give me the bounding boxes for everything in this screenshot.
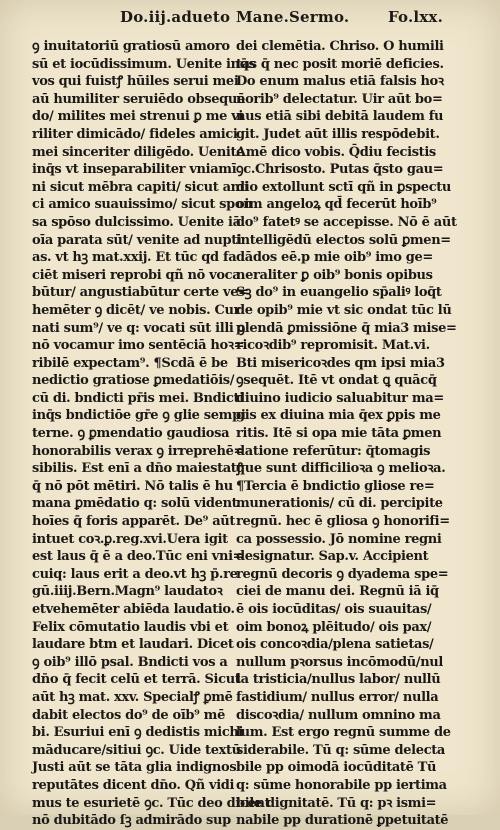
text-line: norib⁹ delectatur. Uir aūt bo= — [236, 91, 443, 107]
text-line: nati sum⁹/ ve q: vocati sūt illi ꝯ — [32, 320, 245, 336]
text-line: Felix cōmutatio laudis vbi et — [32, 619, 229, 635]
text-line: honorabilis verax ꝯ irreprehē= — [32, 443, 245, 459]
text-line: munerationis/ cū di. percipite — [236, 496, 443, 512]
text-line: reputātes dicent dn̄o. Qñ vidi — [32, 777, 235, 793]
text-line: riliter dimicādo/ fideles amici — [32, 126, 238, 142]
text-line: Bti misericoꝛdes qm ipsi mia3 — [236, 355, 445, 371]
text-line: diuino iudicio saluabitur ma= — [236, 390, 444, 406]
text-line: oim bonoꝝ plēitudo/ ois pax/ — [236, 619, 432, 635]
text-line: sa spōso dulcissimo. Uenite iā — [32, 214, 241, 230]
text-line: bile pp oimodā iocūditatē Tū — [236, 760, 437, 776]
text-line: que sunt difficilioꝛa ꝯ melioꝛa. — [236, 461, 446, 477]
text-line: dn̄o q̄ fecit celū et terrā. Sicut — [32, 672, 241, 688]
text-line: cuiq: laus erit a deo.vt hꝫ p̄.re — [32, 566, 238, 582]
text-line: dādos eē.p mie oib⁹ imo ge= — [236, 250, 433, 266]
text-line: terne. ꝯ ꝑmendatio gaudiosa — [32, 426, 230, 442]
text-line: bile dignitatē. Tū q: pꝛ ismi= — [236, 795, 437, 811]
text-line: būtur/ angustiabūtur certe ve= — [32, 285, 249, 301]
text-line: designatur. Sap.v. Accipient — [236, 549, 429, 565]
folio-number: Fo.lxx. — [388, 8, 443, 26]
text-line: intuet coꝛ.ꝑ.reg.xvi.Uera igit — [32, 531, 228, 547]
text-line: nō dubitādo ſꝫ admirādo sup — [32, 813, 231, 829]
text-line: laudare btm et laudari. Dicet — [32, 637, 234, 653]
text-line: ritis. Itē si opa mie tāta ꝑmen — [236, 426, 442, 442]
text-line: nabile pp durationē ꝑpetuitatē — [236, 813, 449, 829]
text-line: lum. Est ergo regnū summe de — [236, 725, 451, 741]
text-line: Sꝫ do⁹ in euangelio sp̄aliꝰ loq̄t — [236, 285, 442, 301]
text-line: ꝯ oib⁹ illō psal. Bndicti vos a — [32, 654, 228, 670]
text-line: siderabile. Tū q: sūme delecta — [236, 742, 445, 758]
text-line: nus etiā sibi debitā laudem fu — [236, 109, 444, 125]
text-line: tas q̄ nec posit moriē deficies. — [236, 56, 444, 72]
text-line: dio extollunt sctī qñ in ꝑspectu — [236, 179, 452, 195]
text-line: Do enum malus etiā falsis hoꝛ — [236, 74, 444, 90]
text-line: nullum pꝛorsus incōmodū/nul — [236, 654, 443, 670]
text-line: git. Judet aūt illis respōdebit. — [236, 126, 440, 142]
text-line: ci amico suauissimo/ sicut spon — [32, 197, 253, 213]
text-line: bi. Esuriui enī ꝯ dedistis michi — [32, 725, 244, 741]
text-line: ē ois iocūditas/ ois suauitas/ — [236, 602, 432, 617]
header-middle: Mane.Sermo. — [236, 8, 350, 26]
text-line: nō vocamur imo sentēciā hoꝛ= — [32, 338, 245, 354]
text-line: oīa parata sūt/ venite ad nupti — [32, 232, 242, 248]
text-line: aū humiliter seruiēdo obsequē — [32, 91, 245, 107]
text-line: neraliter ꝑ oib⁹ bonis opibus — [236, 267, 433, 283]
text-line: cū di. bndicti pr̄is mei. Bndicti — [32, 390, 244, 406]
text-line: ꝯc.Chrisosto. Putas q̄sto gau= — [236, 162, 444, 178]
text-line: ciēt miseri reprobi qñ nō voca — [32, 267, 241, 283]
text-line: ois concoꝛdia/plena satietas/ — [236, 637, 434, 653]
text-line: ¶Tercia ē bndictio gliose re= — [236, 478, 435, 494]
text-line: mana ꝑmēdatio q: solū vident — [32, 496, 238, 512]
text-line: ciei de manu dei. Regnū iā iq̄ — [236, 584, 439, 600]
text-line: etvehemēter abiēda laudatio. — [32, 602, 235, 617]
text-line: hoīes q̄ foris apparēt. De⁹ aūt — [32, 514, 236, 530]
text-line: dei clemētia. Chriso. O humili — [236, 39, 444, 54]
text-line: vos qui fuistꝭ hūiles serui mei — [32, 74, 239, 90]
running-header — [0, 8, 500, 36]
text-line: q: sūme honorabile pp iertima — [236, 777, 447, 793]
text-line: hemēter ꝯ dicēt/ ve nobis. Cur — [32, 302, 241, 318]
text-line: ꝯsequēt. Itē vt ondat ꝗ quācq̄ — [236, 373, 437, 389]
text-line: inq̄s bndictiōe gr̄e ꝯ glie sempi — [32, 408, 246, 424]
text-line: plendā ꝑmissiōne q̄ mia3 mise= — [236, 320, 457, 336]
text-line: gū.iiij.Bern.Magn⁹ laudatoꝛ — [32, 584, 223, 600]
text-line: gis ex diuina mia q̄ex ꝑpis me — [236, 408, 441, 424]
text-line: de opib⁹ mie vt sic ondat tūc lū — [236, 302, 452, 318]
text-line: as. vt hꝫ mat.xxij. Et tūc qd fa — [32, 250, 237, 266]
text-line: dabit electos do⁹ de oīb⁹ mē — [32, 707, 226, 723]
text-line: inq̄s vt inseparabiliter vniamī — [32, 162, 237, 178]
text-line: ricoꝛdib⁹ repromisit. Mat.vi. — [236, 338, 430, 354]
text-line: ꝯ inuitatoriū gratiosū amoro — [32, 39, 230, 54]
text-line: discoꝛdia/ nullum omnino ma — [236, 707, 441, 723]
text-line: ni sicut mēbra capiti/ sicut ami — [32, 179, 249, 195]
text-line: ca possessio. Jō nomine regni — [236, 531, 442, 547]
text-line: intelligēdū electos solū ꝑmen= — [236, 232, 451, 248]
right-text-column — [236, 38, 457, 830]
text-line: q̄ nō pōt mētiri. Nō talis ē hu — [32, 478, 233, 494]
text-line: regnū. hec ē gliosa ꝯ honorifi= — [236, 514, 450, 530]
text-line: ribilē expectam⁹. ¶Scdā ē be — [32, 355, 228, 371]
text-line: māducare/sitiui ꝯc. Uide textū — [32, 742, 241, 758]
text-line: nedictio gratiose ꝑmedatiōis/ — [32, 373, 235, 389]
text-line: regnū decoris ꝯ dyadema spe= — [236, 566, 449, 582]
text-line: Justi aūt se tāta glia indignos — [32, 760, 237, 776]
text-line: datione referūtur: q̄tomagis — [236, 443, 431, 459]
text-line: mei sinceriter diligēdo. Uenite — [32, 144, 245, 160]
text-line: la tristicia/nullus labor/ nullū — [236, 672, 441, 688]
text-line: est laus q̄ ē a deo.Tūc eni vni= — [32, 549, 244, 565]
text-line: sū et iocūdissimum. Uenite inq̄s — [32, 56, 256, 72]
text-line: do⁹ fatetꝰ se accepisse. Nō ē aūt — [236, 214, 457, 230]
left-text-column — [32, 38, 271, 830]
text-line: sibilis. Est enī a dn̄o maiestatꝭ — [32, 461, 243, 477]
text-line: oim angeloꝝ qd̄ fecerūt hoīb⁹ — [236, 197, 437, 213]
text-line: mus te esurietē ꝯc. Tūc deo dicent — [32, 795, 271, 811]
text-line: fastidium/ nullus error/ nulla — [236, 689, 439, 705]
header-left: Do.iij.adueto — [120, 8, 231, 26]
text-line: aūt hꝫ mat. xxv. Specialꝭ ꝑmē — [32, 689, 233, 705]
text-line: Amē dico vobis. Q̄diu fecistis — [236, 144, 436, 160]
text-line: do/ milites mei strenui ꝑ me vi — [32, 109, 244, 125]
